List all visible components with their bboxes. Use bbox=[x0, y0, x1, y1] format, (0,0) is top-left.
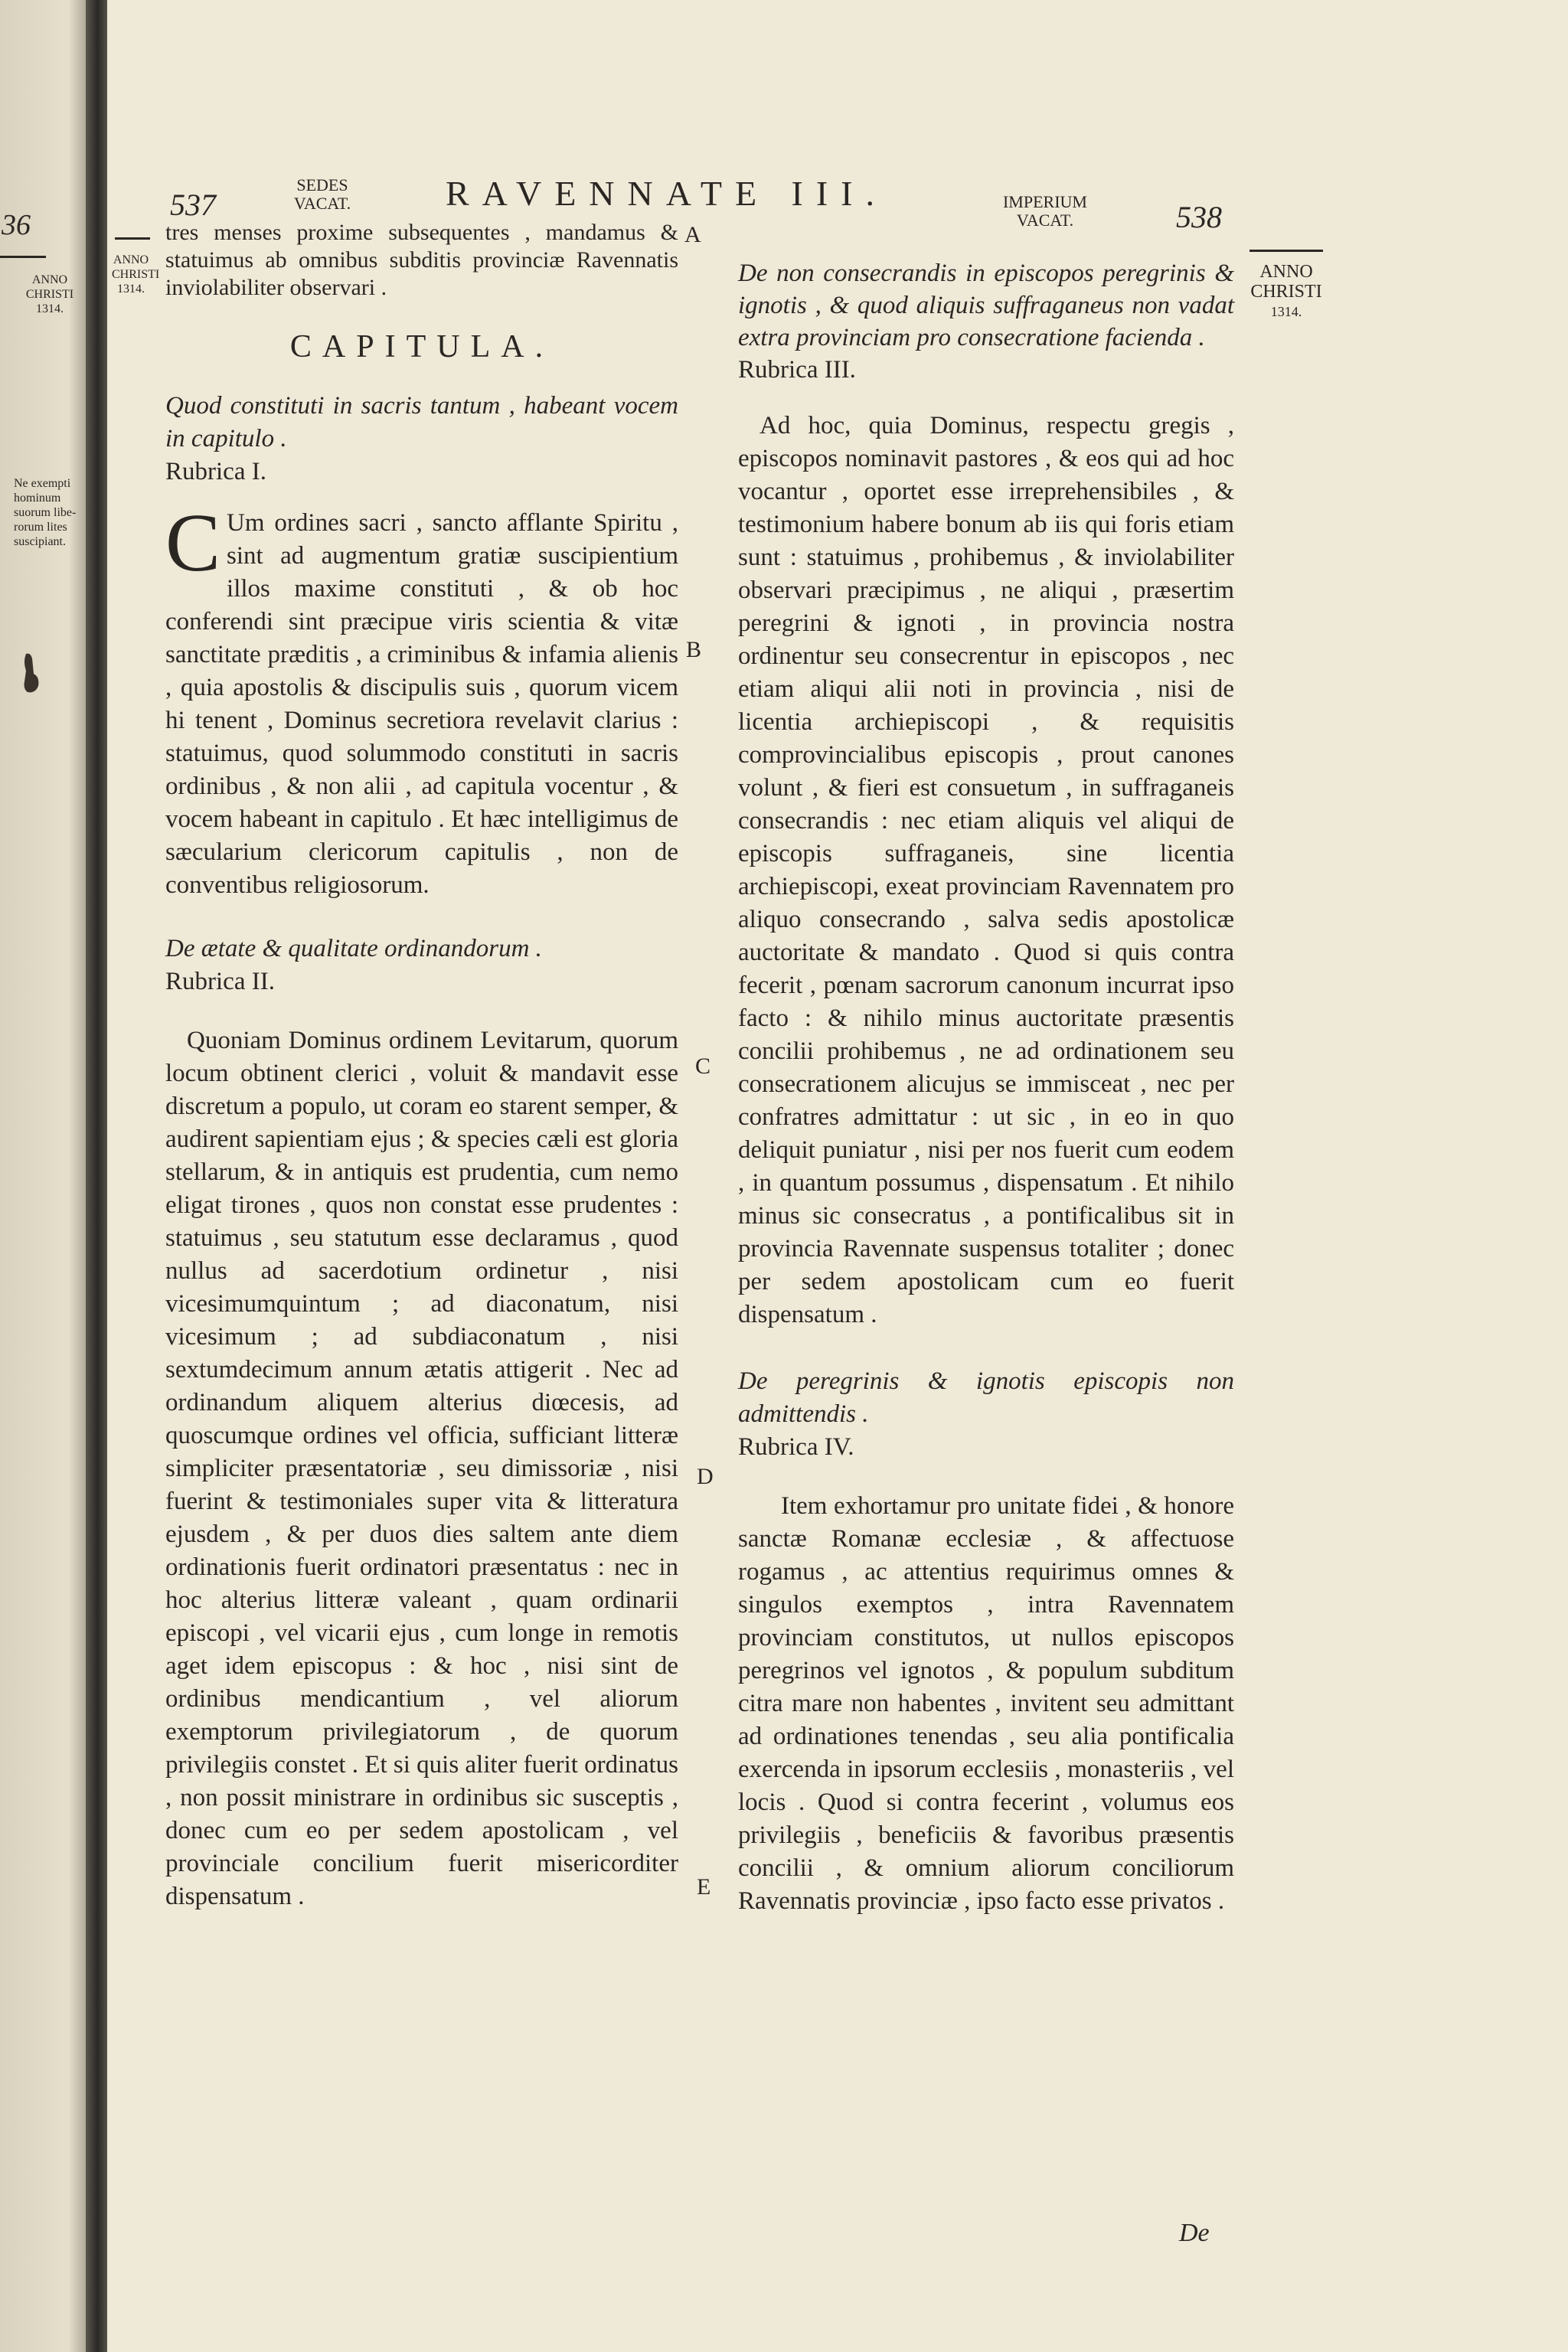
rubric-2-text: Quoniam Dominus ordinem Levitarum, quorum locum obtinent clerici , voluit & mandavit esse discretum a populo, ut coram eo starent semper, & audirent sapientiam ejus ; & species cæli est gloria stellarum, & in antiquis est prudentia, cum nemo eligat tirones , quos non constat esse prudentes : statuimus , seu statutum esse declaramus , quod nullus ad sacerdotium ordinetur , nisi vicesimumquintum ; ad diaconatum, nisi vicesimum ; ad subdiaconatum , nisi sextumdecimum annum ætatis attigerit . Nec ad ordinandum aliquem alterius diœcesis, ad quoscumque ordines vel officia, sufficiant litteræ simpliciter præsentatoriæ , seu dimissoriæ , nisi fuerint & testimoniales super vita & litteratura ejusdem , & per duos dies saltem ante diem ordinationis fuerit ordinatori præsentatus : nec in hoc alterius litteræ valeant , quam ordinarii episcopi , vel vicarii ejus , cum longe in remotis aget idem episcopus : & hoc , nisi sint de ordinibus mendicantium , vel aliorum exemptorum privilegiatorum , de quorum privilegiis constet . Et si quis aliter fuerit ordinatus , non possit ministrare in ordinibus sic susceptis , donec cum eo per sedem apostolicam , vel provinciale concilium fuerit misericorditer dispensatum . bbox=[165, 1027, 678, 1910]
page-title: RAVENNATE III. bbox=[446, 174, 888, 213]
margin-letter-d: D bbox=[697, 1464, 714, 1489]
rubric-2-heading: De ætate & qualitate ordinandorum . bbox=[165, 935, 542, 962]
prev-note-line: Ne exempti bbox=[14, 477, 71, 490]
rubric-4-heading: De peregrinis & ignotis episcopis non admittendis . bbox=[738, 1367, 1234, 1428]
rubric-1-body bbox=[165, 498, 678, 902]
rubric-1-heading: Quod constituti in sacris tantum , habeant vocem in capitulo . bbox=[165, 392, 678, 452]
rubric-4-text: Item exhortamur pro unitate fidei , & honore sanctæ Romanæ ecclesiæ , & affectuose rogamus , ac attentius requirimus omnes & singulos exemptos , intra Ravennatem provinciam constitutos, ut nullos episcopos peregrinos vel ignotos , & populum subditum citra mare non habentes , invitent seu admittant ad ordinationes tenendas , seu alia pontificalia exercenda in ipsorum ecclesiis , monasteriis , vel locis . Quod si contra fecerint , volumus eos privilegiis , beneficiis & favoribus præsentis concilii , & omnium aliorum conciliorum Ravennatis provinciæ , ipso facto esse privatos . bbox=[738, 1492, 1234, 1915]
prev-page-number: 36 bbox=[2, 209, 31, 241]
prev-anno-line: ANNO bbox=[31, 273, 68, 286]
left-anno-line: ANNO bbox=[113, 253, 149, 266]
pointing-hand-icon bbox=[20, 651, 47, 697]
margin-letter-b: B bbox=[686, 637, 702, 662]
prev-anno-line: CHRISTI bbox=[25, 288, 74, 301]
prev-note-line: suscipiant. bbox=[14, 535, 66, 548]
drop-cap: C bbox=[165, 498, 221, 589]
prev-note-line: hominum bbox=[14, 492, 61, 505]
right-header-label bbox=[988, 193, 1102, 230]
prev-note-line: suorum libe- bbox=[14, 506, 77, 519]
left-label-bottom: VACAT. bbox=[293, 194, 351, 213]
right-label-top: IMPERIUM bbox=[1002, 192, 1087, 211]
left-label-top: SEDES bbox=[296, 175, 348, 194]
right-label-bottom: VACAT. bbox=[1016, 211, 1074, 230]
rubric-3-label: Rubrica III. bbox=[738, 356, 856, 384]
left-anno-line: 1314. bbox=[117, 283, 145, 296]
left-anno-line: CHRISTI bbox=[112, 268, 160, 281]
prev-page-side-note bbox=[14, 476, 89, 549]
previous-page-edge bbox=[0, 0, 98, 2352]
rubric-3-heading: De non consecrandis in episcopos peregrinis & ignotis , & quod aliquis suffraganeus non vadat extra provinciam pro consecratione facienda . bbox=[738, 260, 1234, 351]
right-column bbox=[738, 257, 1234, 1918]
prev-note-line: rorum lites bbox=[14, 521, 67, 534]
margin-letter-a: A bbox=[684, 222, 701, 247]
margin-letter-e: E bbox=[697, 1874, 711, 1900]
catchword: De bbox=[1179, 2219, 1210, 2247]
rubric-1-label: Rubrica I. bbox=[165, 458, 266, 485]
right-anno-line: 1314. bbox=[1270, 304, 1302, 319]
intro-text: tres menses proxime subsequentes , mandamus & statuimus ab omnibus subditis provinciæ Ravennatis inviolabiliter observari . bbox=[165, 220, 678, 300]
right-anno-line: CHRISTI bbox=[1250, 282, 1322, 302]
left-column bbox=[165, 219, 678, 1913]
prev-anno-line: 1314. bbox=[36, 302, 64, 315]
right-margin-rule bbox=[1250, 250, 1323, 252]
left-header-label bbox=[280, 176, 364, 213]
left-margin-anno bbox=[112, 253, 160, 296]
rubric-4-label: Rubrica IV. bbox=[738, 1433, 854, 1461]
rubric-2-label: Rubrica II. bbox=[165, 968, 275, 995]
left-margin-rule bbox=[115, 237, 150, 240]
margin-letter-c: C bbox=[695, 1054, 711, 1079]
prev-page-anno bbox=[15, 273, 84, 316]
right-margin-anno bbox=[1240, 262, 1332, 322]
right-page-number: 538 bbox=[1176, 200, 1222, 234]
left-page-number: 537 bbox=[170, 188, 216, 222]
rubric-1-text: Um ordines sacri , sancto afflante Spiritu , sint ad augmentum gratiæ suscipientium illos maxime constituti , & ob hoc conferendi sint præcipue viris scientia & vitæ sanctitate præditis , a criminibus & infamia alienis , quia apostolis & discipulis suis , quorum vicem hi tenent , Dominus secretiora revelavit clarius : statuimus, quod solummodo constituti in sacris ordinibus , & non alii , ad capitula vocentur , & vocem habeant in capitulo . Et hæc intelligimus de sæcularium clericorum capitulis , non de conventibus religiosorum. bbox=[165, 509, 678, 899]
right-anno-line: ANNO bbox=[1259, 262, 1313, 282]
prev-page-rule bbox=[0, 256, 46, 258]
section-title: CAPITULA. bbox=[289, 329, 554, 364]
rubric-3-text: Ad hoc, quia Dominus, respectu gregis , episcopos nominavit pastores , & eos qui ad hoc vocantur , oportet esse irreprehensibiles , & testimonium habere bonum ab iis qui foris etiam sunt : statuimus , prohibemus , & inviolabiliter observari præcipimus , ne aliqui , præsertim peregrini & ignoti , in provincia nostra ordinentur seu consecrentur in episcopos , nec etiam aliqui alii noti in provincia , nisi de licentia archiepiscopi , & requisitis comprovincialibus episcopis , prout canones volunt , & fieri est consuetum , in suffraganeis consecrandis : nec etiam aliquis vel aliqui de episcopis suffraganeis, sine licentia archiepiscopi, exeat provinciam Ravennatem pro aliquo consecrando , salva sedis apostolicæ auctoritate & mandato . Quod si quis contra fecerit , pœnam sacrorum canonum incurrat ipso facto : & nihilo minus auctoritate præsentis concilii prohibemus , ne ad ordinationem seu consecrationem alicujus se immisceat , nec per confratres admittatur : ut sic , in eo in quo deliquit puniatur , nisi per nos fuerit cum eodem , in quantum possumus , dispensatum . Et nihilo minus sic consecratus , a pontificalibus sit in provincia Ravennate suspensus totaliter ; donec per sedem apostolicam cum eo fuerit dispensatum . bbox=[738, 412, 1234, 1328]
